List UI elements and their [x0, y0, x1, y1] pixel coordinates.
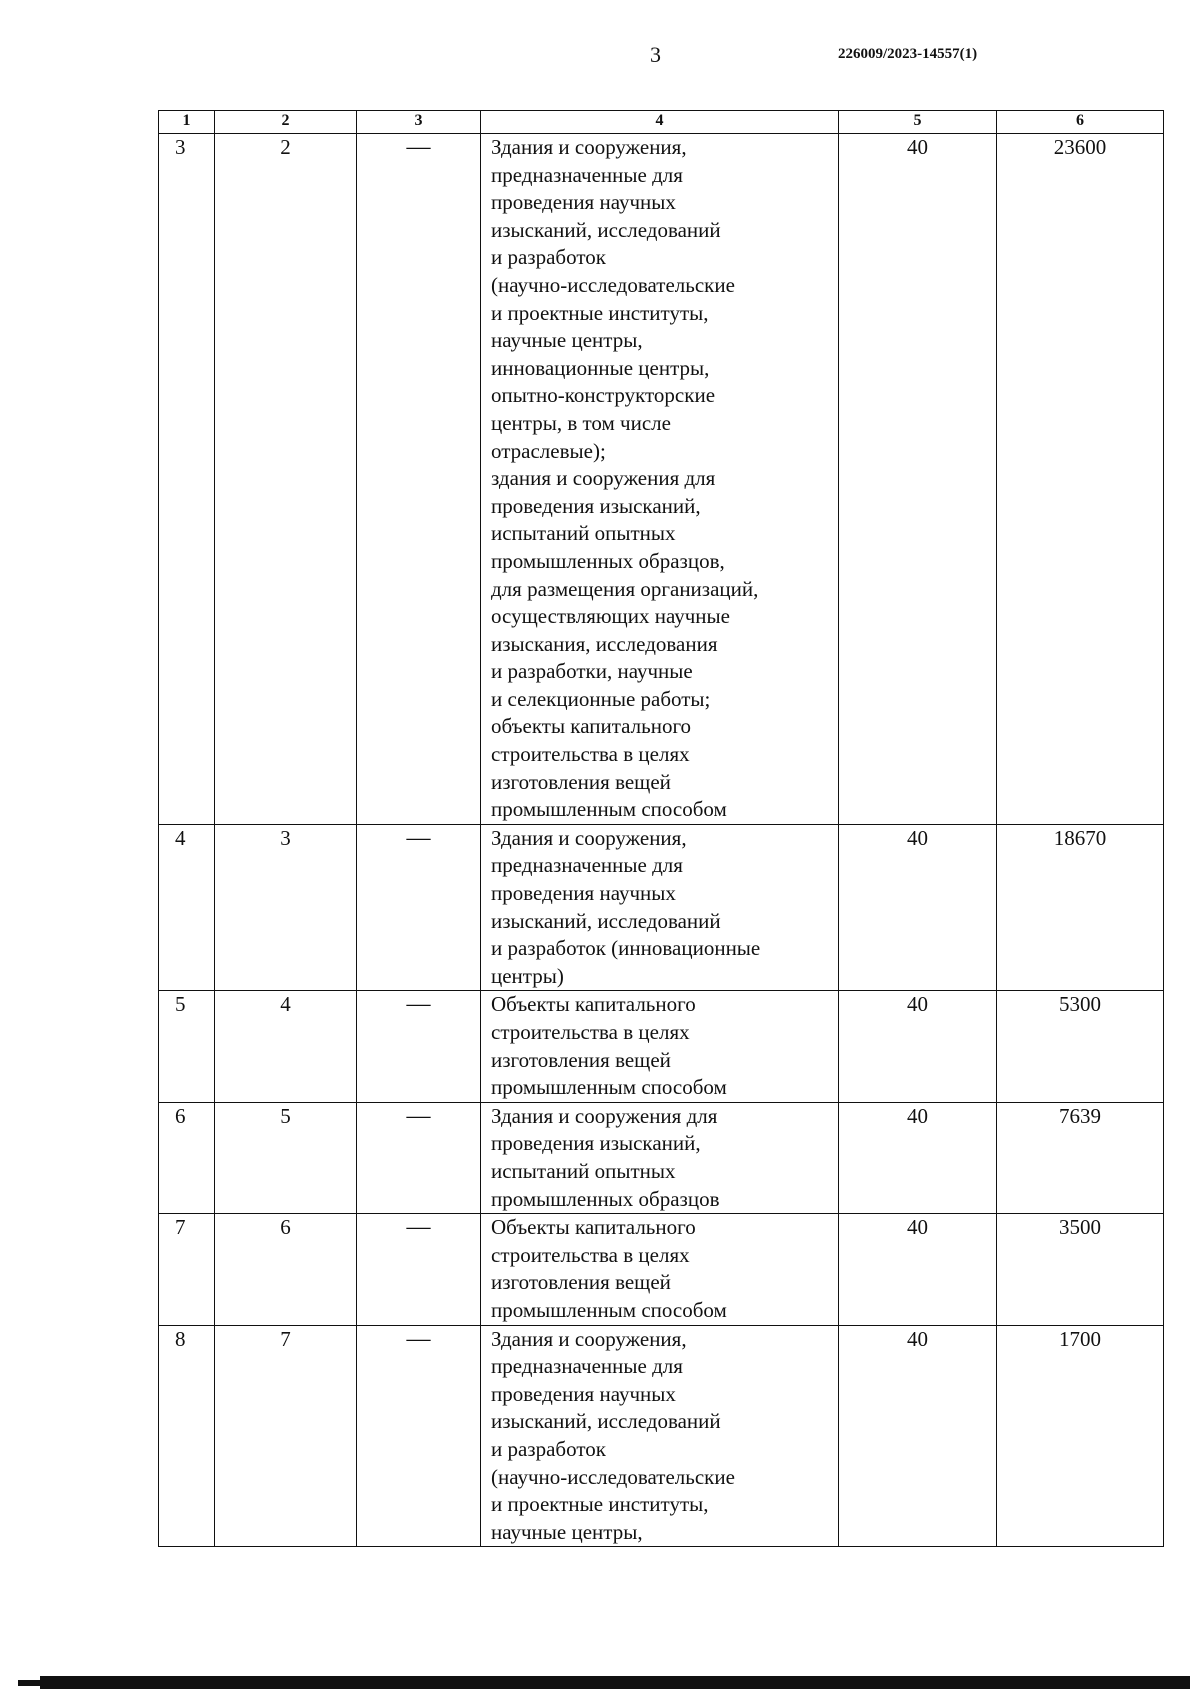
- description-line: предназначенные для: [491, 1354, 683, 1379]
- row-number-cell: 4: [159, 824, 215, 991]
- description-cell: [481, 1214, 839, 1325]
- area-cell: 1700: [997, 1325, 1164, 1547]
- percent-cell: 40: [839, 824, 997, 991]
- description-line: Здания и сооружения,: [491, 825, 687, 850]
- percent-cell: 40: [839, 1102, 997, 1213]
- area-cell: 18670: [997, 824, 1164, 991]
- description-cell: [481, 824, 839, 991]
- description-line: проведения научных: [491, 190, 676, 215]
- percent-cell: 40: [839, 991, 997, 1102]
- description-cell: [481, 134, 839, 825]
- dash-cell: —: [357, 1325, 481, 1547]
- description-line: Здания и сооружения,: [491, 1326, 687, 1351]
- description-line: и разработок: [491, 1436, 606, 1461]
- description-line: изготовления вещей: [491, 1270, 671, 1295]
- dash-cell: —: [357, 1214, 481, 1325]
- dash-cell: —: [357, 134, 481, 825]
- description-line: изысканий, исследований: [491, 908, 721, 933]
- column-header-4: 4: [481, 111, 839, 134]
- description-line: строительства в целях: [491, 1020, 690, 1044]
- description-line: объекты капитального: [491, 714, 692, 739]
- column-header-5: 5: [839, 111, 997, 134]
- description-line: осуществляющих научные: [491, 604, 730, 629]
- plot-number-cell: 3: [215, 824, 357, 991]
- description-line: опытно-конструкторские: [491, 383, 716, 408]
- description-line: изысканий, исследований: [491, 1409, 721, 1434]
- description-line: и разработок: [491, 245, 606, 270]
- description-line: инновационные центры,: [491, 355, 710, 380]
- document-number: 226009/2023-14557(1): [838, 46, 978, 62]
- area-cell: 5300: [997, 991, 1164, 1102]
- description-line: и проектные институты,: [491, 1492, 709, 1517]
- column-header-1: 1: [159, 111, 215, 134]
- table-row: [159, 824, 1164, 991]
- dash-cell: —: [357, 991, 481, 1102]
- description-line: научные центры,: [491, 328, 643, 353]
- description-line: испытаний опытных: [491, 521, 676, 546]
- table-body: [159, 134, 1164, 1547]
- table-row: [159, 1102, 1164, 1213]
- description-line: (научно-исследовательские: [491, 1464, 735, 1489]
- description-cell: [481, 1325, 839, 1547]
- percent-cell: 40: [839, 1325, 997, 1547]
- percent-cell: 40: [839, 1214, 997, 1325]
- column-header-2: 2: [215, 111, 357, 134]
- description-line: и селекционные работы;: [491, 686, 711, 711]
- table-row: [159, 991, 1164, 1102]
- description-line: центры, в том числе: [491, 410, 671, 435]
- area-cell: 3500: [997, 1214, 1164, 1325]
- row-number-cell: 5: [159, 991, 215, 1102]
- plot-number-cell: 2: [215, 134, 357, 825]
- row-number-cell: 6: [159, 1102, 215, 1213]
- description-line: предназначенные для: [491, 853, 683, 878]
- dash-cell: —: [357, 824, 481, 991]
- description-line: промышленным способом: [491, 1297, 727, 1322]
- table-row: [159, 1214, 1164, 1325]
- row-number-cell: 8: [159, 1325, 215, 1547]
- table-row: [159, 1325, 1164, 1547]
- description-line: проведения изысканий,: [491, 493, 701, 518]
- description-line: проведения научных: [491, 881, 676, 906]
- description-line: проведения изысканий,: [491, 1131, 701, 1156]
- description-line: и проектные институты,: [491, 300, 709, 325]
- table-header-row: [159, 111, 1164, 134]
- area-cell: 7639: [997, 1102, 1164, 1213]
- plot-number-cell: 5: [215, 1102, 357, 1213]
- description-line: промышленным способом: [491, 1075, 727, 1100]
- description-line: и разработки, научные: [491, 659, 693, 684]
- page-number: 3: [650, 42, 661, 67]
- description-line: промышленных образцов: [491, 1186, 720, 1211]
- row-number-cell: 7: [159, 1214, 215, 1325]
- description-line: Здания и сооружения,: [491, 135, 687, 159]
- description-line: научные центры,: [491, 1519, 643, 1544]
- description-line: центры): [491, 963, 564, 988]
- description-line: (научно-исследовательские: [491, 272, 735, 297]
- plot-number-cell: 4: [215, 991, 357, 1102]
- column-header-6: 6: [997, 111, 1164, 134]
- percent-cell: 40: [839, 134, 997, 825]
- description-line: и разработок (инновационные: [491, 936, 761, 961]
- description-line: Здания и сооружения для: [491, 1103, 718, 1128]
- description-line: промышленным способом: [491, 797, 727, 822]
- description-line: проведения научных: [491, 1381, 676, 1406]
- plot-number-cell: 7: [215, 1325, 357, 1547]
- description-line: строительства в целях: [491, 742, 690, 767]
- column-header-3: 3: [357, 111, 481, 134]
- description-line: Объекты капитального: [491, 992, 696, 1017]
- description-line: строительства в целях: [491, 1242, 690, 1267]
- table-row: [159, 134, 1164, 825]
- description-line: отраслевые);: [491, 438, 606, 463]
- description-line: изыскания, исследования: [491, 631, 718, 656]
- scan-edge-bar: [40, 1676, 1190, 1689]
- description-line: изготовления вещей: [491, 769, 671, 794]
- dash-cell: —: [357, 1102, 481, 1213]
- description-cell: [481, 991, 839, 1102]
- row-number-cell: 3: [159, 134, 215, 825]
- description-line: здания и сооружения для: [491, 466, 716, 491]
- description-line: Объекты капитального: [491, 1215, 696, 1240]
- land-plot-table: [158, 110, 1164, 1547]
- description-line: промышленных образцов,: [491, 548, 725, 573]
- description-line: испытаний опытных: [491, 1158, 676, 1183]
- description-line: предназначенные для: [491, 162, 683, 187]
- area-cell: 23600: [997, 134, 1164, 825]
- description-line: изысканий, исследований: [491, 217, 721, 242]
- description-cell: [481, 1102, 839, 1213]
- plot-number-cell: 6: [215, 1214, 357, 1325]
- description-line: для размещения организаций,: [491, 576, 759, 601]
- description-line: изготовления вещей: [491, 1047, 671, 1072]
